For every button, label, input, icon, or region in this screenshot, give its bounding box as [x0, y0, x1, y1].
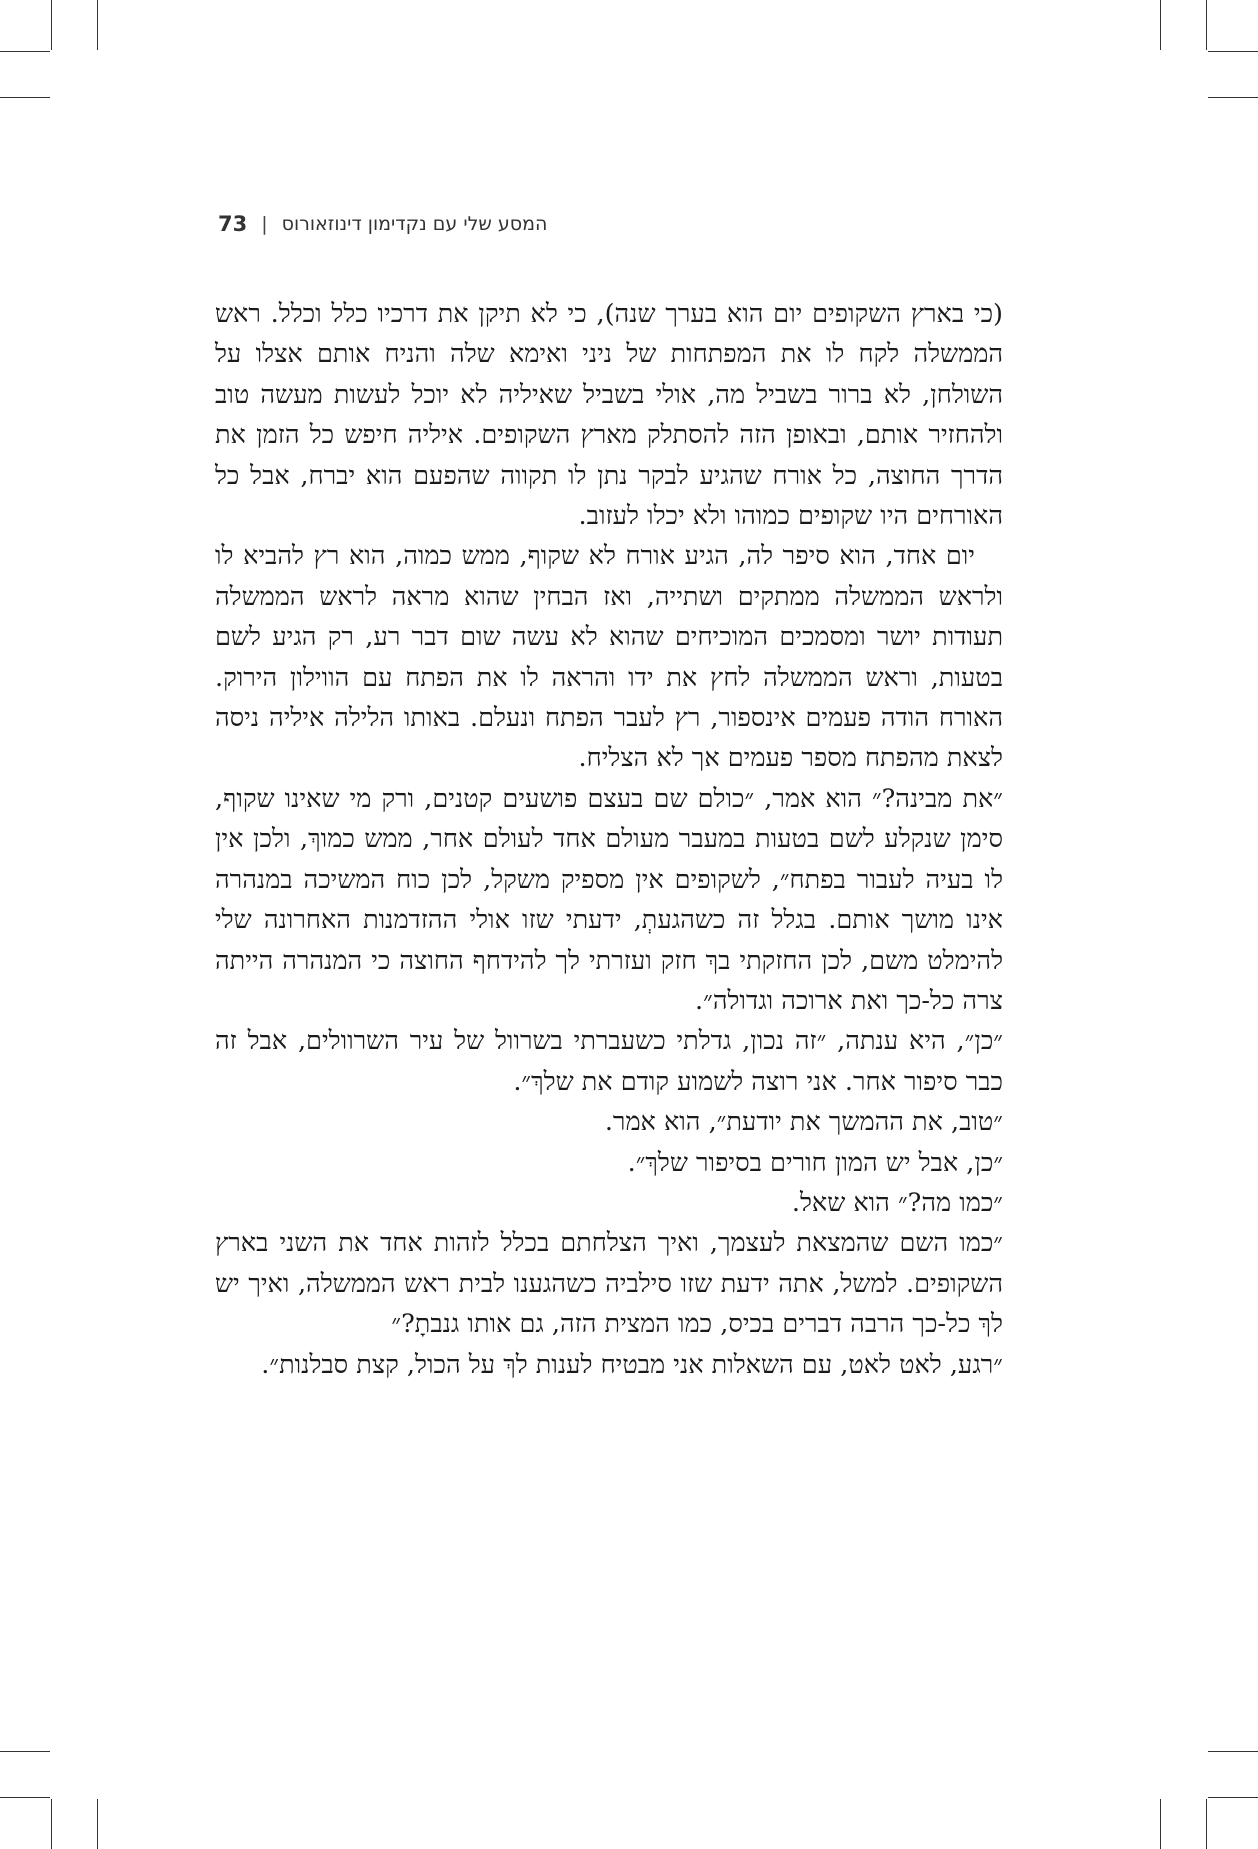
paragraph: ״טוב, את ההמשך את יודעת״, הוא אמר.: [604, 1107, 1003, 1138]
paragraph: ״את מבינה?״ הוא אמר, ״כולם שם בעצם פושעים קטנים, ורק מי שאינו שקוף, סימן שנקלע לשם בטעות במעבר מעולם אחד לעולם אחר, ממש כמוךְ, ולכן אין לו בעיה לעבור בפתח״, לשקופים אין מספיק משקל, לכן כוח המשיכה במנהרה אינו מושך אותם. בגלל זה כשהגעתְ, ידעתי שזו אולי ההזדמנות האחרונה שלי להימלט משם, לכן החזקתי בךְ חזק ועזרתי לך להידחף החוצה כי המנהרה הייתה צרה כל-כך ואת ארוכה וגדולה״.: [215, 783, 1003, 1016]
crop-mark: [51, 0, 52, 50]
paragraph: יום אחד, הוא סיפר לה, הגיע אורח לא שקוף, ממש כמוה, הוא רץ להביא לו ולראש הממשלה ממתקים ושתייה, ואז הבחין שהוא מראה לראש הממשלה תעודות יושר ומסמכים המוכיחים שהוא לא עשה שום דבר רע, רק הגיע לשם בטעות, וראש הממשלה לחץ את ידו והראה לו את הפתח עם הווילון הירוק. האורח הודה פעמים אינספור, רץ לעבר הפתח ונעלם. באותו הלילה איליה ניסה לצאת מהפתח מספר פעמים אך לא הצליח.: [215, 541, 1003, 774]
paragraph: ״כמו השם שהמצאת לעצמך, ואיך הצלחתם בכלל לזהות אחד את השני בארץ השקופים. למשל, אתה ידעת שזו סילביה כשהגענו לבית ראש הממשלה, ואיך יש לךְ כל-כך הרבה דברים בכיס, כמו המצית הזה, גם אותו גנבתָ?״: [215, 1228, 1003, 1340]
crop-mark: [0, 1797, 50, 1798]
crop-mark: [1160, 0, 1161, 50]
book-title: המסע שלי עם נקדימון דינוזאורוס: [281, 213, 548, 235]
crop-mark: [0, 51, 50, 52]
crop-mark: [97, 1799, 98, 1849]
crop-mark: [1208, 1797, 1258, 1798]
paragraph: ״כמו מה?״ הוא שאל.: [791, 1187, 1003, 1218]
crop-mark: [1206, 1799, 1207, 1849]
paragraph: ״כן״, היא ענתה, ״זה נכון, גדלתי כשעברתי בשרוול של עיר השרוולים, אבל זה כבר סיפור אחר. אני רוצה לשמוע קודם את שלךְ״.: [215, 1026, 1003, 1097]
crop-mark: [51, 1799, 52, 1849]
crop-mark: [1206, 0, 1207, 50]
crop-mark: [1208, 1751, 1258, 1752]
crop-mark: [0, 1751, 50, 1752]
paragraph: ״רגע, לאט לאט, עם השאלות אני מבטיח לענות לךְ על הכול, קצת סבלנות״.: [261, 1349, 1003, 1380]
crop-mark: [0, 97, 50, 98]
crop-mark: [1208, 51, 1258, 52]
paragraph: (כי בארץ השקופים יום הוא בערך שנה), כי לא תיקן את דרכיו כלל וכלל. ראש הממשלה לקח לו את המפתחות של ניני ואימא שלה והניח אותם אצלו על השולחן, לא ברור בשביל מה, אולי בשביל שאיליה לא יוכל לעשות מעשה טוב ולהחזיר אותם, ובאופן הזה להסתלק מארץ השקופים. איליה חיפש כל הזמן את הדרך החוצה, כל אורח שהגיע לבקר נתן לו תקווה שהפעם הוא יברח, אבל כל האורחים היו שקופים כמוהו ולא יכלו לעזוב.: [215, 299, 1003, 532]
crop-mark: [97, 0, 98, 50]
paragraph: ״כן, אבל יש המון חורים בסיפור שלךְ״.: [627, 1147, 1003, 1178]
crop-mark: [1208, 97, 1258, 98]
running-head: [218, 209, 1003, 239]
crop-mark: [1160, 1799, 1161, 1849]
page-number: 73: [218, 212, 248, 236]
body-text: [215, 294, 1003, 1385]
header-separator: |: [261, 213, 268, 235]
